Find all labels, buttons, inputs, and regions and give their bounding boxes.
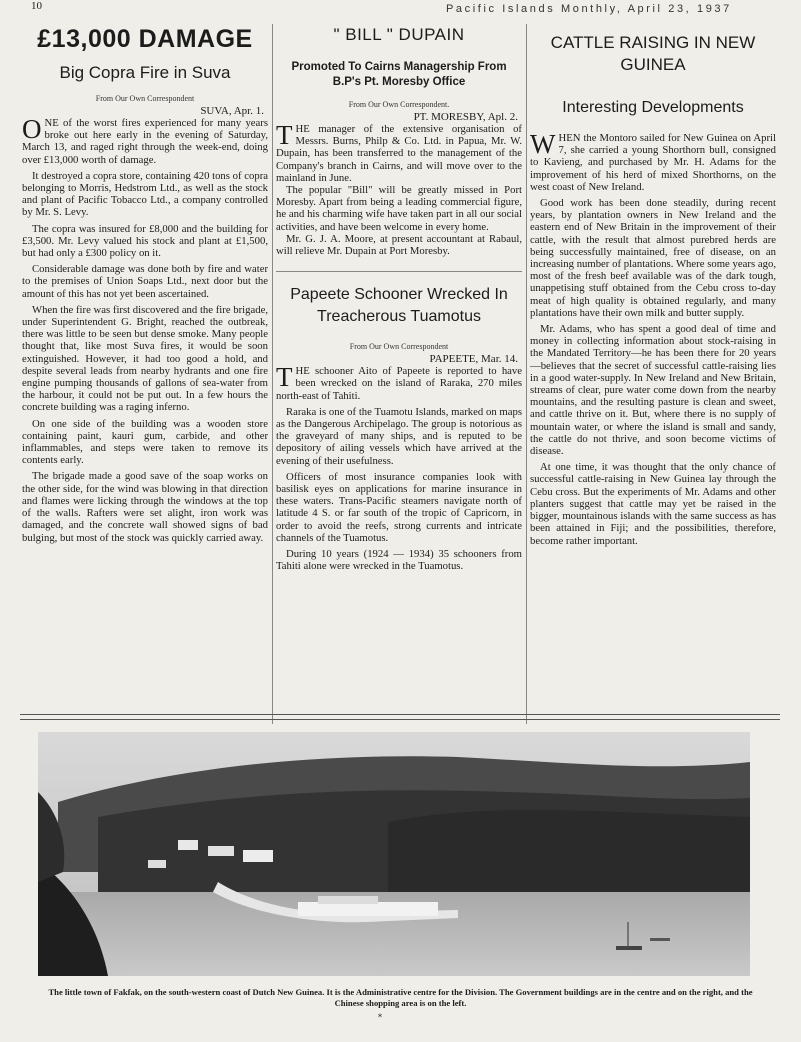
drop-cap: T: [276, 362, 293, 393]
column-rule: [526, 24, 527, 724]
article-title: CATTLE RAISING IN NEW GUINEA: [550, 33, 756, 74]
photo-caption: The little town of Fakfak, on the south-western coast of Dutch New Guinea. It is the Administrative centre for the Division. The Government buildings are in the centre and on the right, and the Chinese shopping area is on the left.: [48, 987, 753, 1008]
dateline: SUVA, Apr. 1.: [200, 105, 264, 117]
end-ornament: *: [378, 1013, 382, 1022]
article-subtitle: Interesting Developments: [562, 99, 744, 116]
masthead: Pacific Islands Monthly, April 23, 1937: [446, 3, 732, 15]
article-title-papeete: Papeete Schooner Wrecked In Treacherous Tuamotus: [290, 286, 508, 326]
paragraph: It destroyed a copra store, containing 420 tons of copra belonging to Morris, Hedstrom Ltd., as well as the stock and plant of Pacific Tobacco Ltd., a company controlled by Mr. S. Levy.: [22, 169, 268, 219]
drop-cap: O: [22, 114, 42, 144]
paragraph: ONE of the worst fires experienced for many years broke out here early in the evening of Saturday, March 13, and raged right through the week-end, doing over £13,000 worth of damage.: [22, 114, 268, 166]
dateline: PT. MORESBY, Apl. 2.: [413, 111, 518, 123]
paragraph: WHEN the Montoro sailed for New Guinea on April 7, she carried a young Shorthorn bull, consigned to Kavieng, and purchased by Mr. H. Adams for the improvement of his herd of mixed Shorthorns, on the west coast of New Ireland.: [530, 129, 776, 193]
paragraph: The popular "Bill" will be greatly missed in Port Moresby. Apart from being a leading commercial figure, he and his charming wife have taken part in all our social activities, and have been welcome in every home.: [276, 184, 522, 233]
paragraph: The brigade made a good save of the soap works on the other side, for the wind was blowing in that direction and flames were licking through the windows at the top of the walls. Rafters were set alight, iron work was damaged, and the concrete wall showed signs of bad bulging, but most of the stock was quickly carried away.: [22, 470, 268, 544]
article-title: " BILL " DUPAIN: [333, 25, 465, 44]
paragraph: When the fire was first discovered and the fire brigade, under Superintendent G. Bright, reached the outbreak, there was little to be seen but dense smoke. Many people thought that, like most Suva fires, it would be soon extinguished. However, it had too good a hold, and despite several leads from nearby hydrants and one fire engine pumping thousands of gallons of sea-water from the harbour, it could not be put out. In a few hours the concrete building was a raging inferno.: [22, 303, 268, 414]
article-title: £13,000 DAMAGE: [37, 25, 253, 53]
paragraph: Raraka is one of the Tuamotu Islands, marked on maps as the Dangerous Archipelago. The group is notorious as the graveyard of many ships, and is reputed to be depository of ailing vessels which have arrived at the evening of their usefulness.: [276, 405, 522, 467]
paragraph: Officers of most insurance companies look with basilisk eyes on applications for marine insurance in these waters. Trans-Pacific steamers navigate north of latitude 4 S. or far south of the tropic of Capricorn, in order to avoid the reefs, strong currents and intricate channels of the Tuamotus.: [276, 470, 522, 544]
double-rule: [20, 714, 780, 720]
correspondent-line: From Our Own Correspondent: [349, 342, 449, 352]
paragraph: Considerable damage was done both by fire and water to the premises of Union Soaps Ltd., next door but the amount of this has not yet been ascertained.: [22, 263, 268, 300]
article-subtitle: Big Copra Fire in Suva: [59, 63, 231, 82]
drop-cap: T: [276, 120, 293, 150]
paragraph: At one time, it was thought that the only chance of successful cattle-raising in New Guinea lay through the Cebu cross. But the experiments of Mr. Adams and other planters suggest that cattle may yet be raised in the bigger, mountainous islands with the same success as has been attained in Fiji; and the possibilities, therefore, become rather important.: [530, 461, 776, 547]
drop-cap: W: [530, 129, 556, 159]
section-rule: [276, 271, 522, 272]
paragraph: THE schooner Aito of Papeete is reported to have been wrecked on the island of Raraka, 270 miles north-east of Tahiti.: [276, 362, 522, 402]
article-dupain: [276, 24, 522, 572]
page-header: [0, 0, 801, 20]
paragraph: Good work has been done steadily, during recent years, by plantation owners in New Ireland and the eastern end of New Britain in the improvement of their cattle, with the result that almost purebred herds are being successfully maintained, free of disease, on an increasing number of plantations. Where some years ago, most of the fresh beef available was of the dark tough, unappetising stuff obtained from the Cebu cross to-day meat of high quality is obtained regularly, and many plantations have their own milk and butter supply.: [530, 197, 776, 319]
article-subtitle: Promoted To Cairns Managership From B.P's Pt. Moresby Office: [291, 61, 507, 88]
correspondent-line: From Our Own Correspondent: [95, 94, 195, 103]
paragraph: During 10 years (1924 — 1934) 35 schooners from Tahiti alone were wrecked in the Tuamotus.: [276, 548, 522, 573]
correspondent-line: From Our Own Correspondent.: [348, 100, 450, 109]
paragraph: THE manager of the extensive organisation of Messrs. Burns, Philp & Co. Ltd. in Papua, Mr. W. Dupain, has been transferred to the management of the Company's branch in Cairns, and will move over to the mainland in June.: [276, 120, 522, 184]
article-copra-fire: [22, 24, 268, 544]
landscape-photo-illustration: [38, 732, 750, 976]
paragraph: Mr. Adams, who has spent a good deal of time and money in collecting information about stock-raising in the Mandated Territory—he has been there for 20 years —believes that the secret of successful cattle-raising lies in a good water-supply. In New Ireland and New Britain, streams of clear, pure water come down from the nearby mountains, and the resulting pasture is clean and sweet, and cattle thrive on it. But, where there is no supply of mountain water, or where the island is small and sandy, the cattle do not thrive, and soon become victims of disease.: [530, 323, 776, 458]
column-rule: [272, 24, 273, 724]
dateline: PAPEETE, Mar. 14.: [429, 353, 518, 366]
paragraph: The copra was insured for £8,000 and the building for £3,500. Mr. Levy valued his stock and plant at £1,500, but had only a £300 policy on it.: [22, 222, 268, 260]
fakfak-photograph: [38, 732, 750, 976]
page-number: 10: [31, 0, 42, 12]
article-cattle: [530, 24, 776, 547]
paragraph: Mr. G. J. A. Moore, at present accountant at Rabaul, will relieve Mr. Dupain at Port Moresby.: [276, 232, 522, 258]
paragraph: On one side of the building was a wooden store containing paint, kauri gum, carbide, and other inflammables, and steps were taken to remove its contents early.: [22, 417, 268, 467]
